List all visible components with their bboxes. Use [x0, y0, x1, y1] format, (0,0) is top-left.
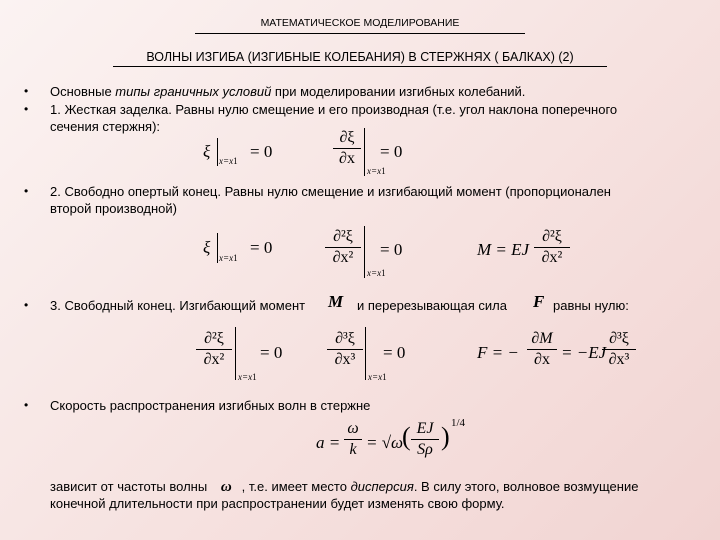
eq3-sub: x=x1	[219, 253, 238, 263]
eq3-bar	[217, 233, 218, 263]
eq5-frac: ∂²ξ ∂x²	[534, 228, 570, 267]
eq1-zero: = 0	[250, 142, 273, 161]
title-underline	[113, 66, 607, 67]
item3-text-pre: 3. Свободный конец. Изгибающий момент	[50, 298, 306, 313]
eq9-mid: = √ω	[366, 433, 404, 452]
eq4-sub: x=x1	[367, 268, 386, 278]
eq6-zero: = 0	[260, 343, 283, 362]
eq4-frac: ∂²ξ ∂x²	[325, 228, 361, 267]
item2-line1: 2. Свободно опертый конец. Равны нулю смещение и изгибающий момент (пропорционален	[50, 184, 611, 199]
eq9-lhs: a =	[316, 433, 341, 452]
item4-text: Скорость распространения изгибных волн в стержне	[50, 398, 371, 413]
force-symbol: F	[533, 292, 545, 311]
eq8-mid: = −EJ	[561, 343, 607, 362]
eq2-bar	[364, 128, 365, 176]
eq6-sub: x=x1	[238, 372, 257, 382]
dispersion-emphasis: дисперсия	[350, 479, 414, 494]
eq6-frac: ∂²ξ ∂x²	[196, 330, 232, 369]
eq4-bar	[364, 226, 365, 278]
eq2-frac: ∂ξ ∂x	[333, 129, 361, 168]
item3-text-post: равны нулю:	[553, 298, 629, 313]
eq2-zero: = 0	[380, 142, 403, 161]
slide-header: МАТЕМАТИЧЕСКОЕ МОДЕЛИРОВАНИЕ	[260, 17, 460, 29]
eq9-rparen: )	[441, 422, 450, 451]
eq6-bar	[235, 327, 236, 380]
item2-line2: второй производной)	[50, 201, 178, 216]
eq3-zero: = 0	[250, 238, 273, 257]
bullet-3: •	[24, 184, 29, 198]
bullet-2: •	[24, 102, 29, 116]
item4-line3: конечной длительности при распространении будет изменять свою форму.	[50, 496, 505, 511]
eq7-sub: x=x1	[368, 372, 387, 382]
eq7-frac: ∂³ξ ∂x³	[327, 330, 363, 369]
eq8-lhs: F = −	[477, 343, 519, 362]
eq3-xi: ξ	[203, 238, 211, 257]
eq7-zero: = 0	[383, 343, 406, 362]
eq9-frac1: ω k	[344, 420, 362, 459]
item1-line1: 1. Жесткая заделка. Равны нулю смещение и его производная (т.е. угол наклона поперечного	[50, 102, 618, 117]
item4-line2: зависит от частоты волны ω , т.е. имеет место дисперсия. В силу этого, волновое возмущение	[50, 479, 639, 495]
eq5-lhs: M = EJ	[477, 240, 530, 259]
eq1-xi: ξ	[203, 142, 211, 161]
eq8-frac2: ∂³ξ ∂x³	[602, 330, 636, 369]
bullet-5: •	[24, 398, 29, 412]
eq9-frac2: EJ Sρ	[411, 420, 439, 459]
intro-text: Основные типы граничных условий при моделировании изгибных колебаний.	[50, 84, 526, 99]
item1-line2: сечения стержня):	[50, 119, 161, 134]
eq4-zero: = 0	[380, 240, 403, 259]
item3-text-mid: и перерезывающая сила	[357, 298, 507, 313]
eq9-power: 1/4	[451, 417, 466, 429]
bullet-4: •	[24, 298, 29, 312]
eq8-frac1: ∂M ∂x	[527, 330, 557, 369]
moment-symbol: M	[328, 292, 344, 311]
eq2-sub: x=x1	[367, 166, 386, 176]
header-divider	[195, 33, 525, 34]
eq7-bar	[365, 327, 366, 380]
intro-emphasis: типы граничных условий	[115, 84, 272, 99]
omega-symbol: ω	[220, 479, 232, 495]
bullet-1: •	[24, 84, 29, 98]
eq1-bar	[217, 138, 218, 166]
eq1-sub: x=x1	[219, 156, 238, 166]
slide-title: ВОЛНЫ ИЗГИБА (ИЗГИБНЫЕ КОЛЕБАНИЯ) В СТЕРЖНЯХ ( БАЛКАХ) (2)	[146, 50, 574, 64]
eq9-lparen: (	[402, 422, 411, 451]
